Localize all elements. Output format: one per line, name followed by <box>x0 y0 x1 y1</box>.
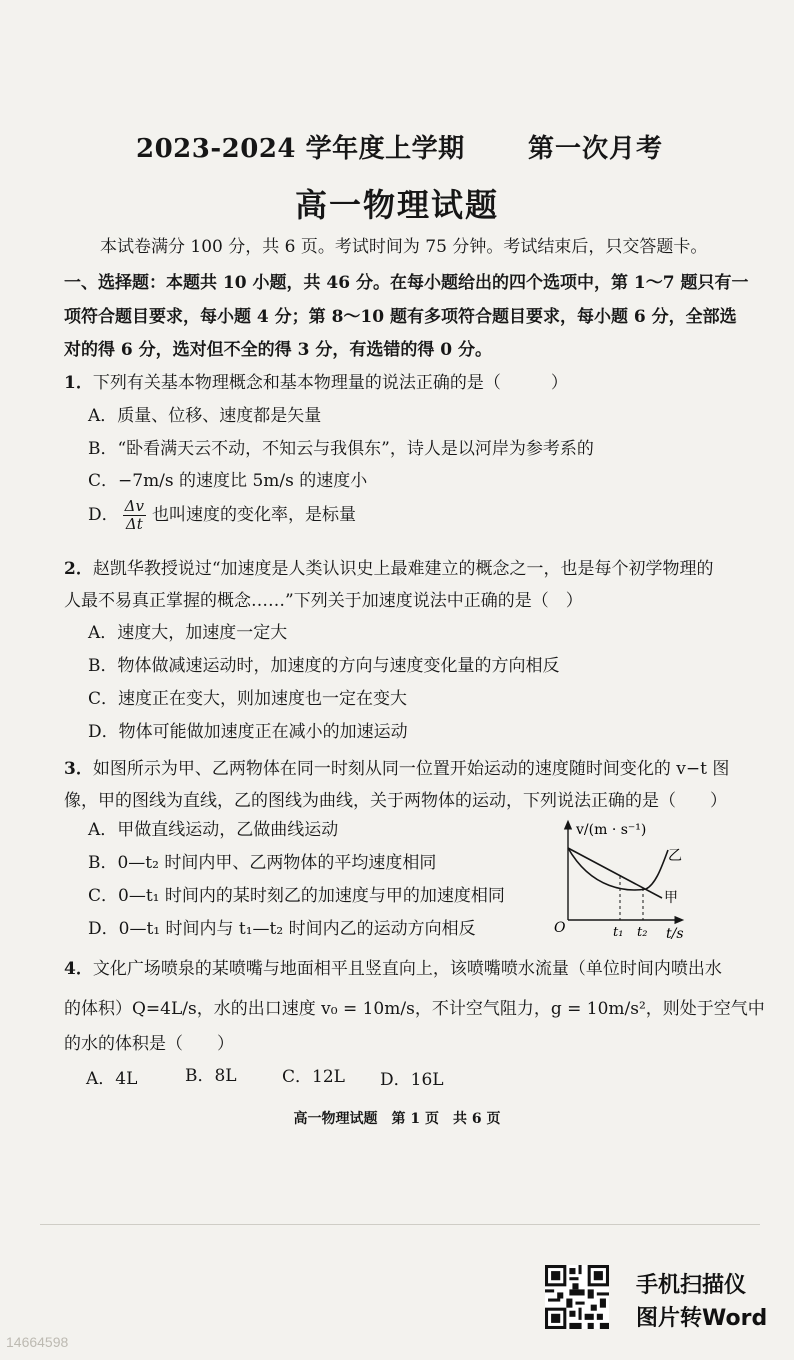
origin-label: O <box>554 920 566 936</box>
q3-number: 3． <box>64 759 93 779</box>
q3-option-b: B．0—t₂ 时间内甲、乙两物体的平均速度相同 <box>88 853 437 873</box>
frac-denominator: Δt <box>125 515 143 533</box>
q3-text-1: 如图所示为甲、乙两物体在同一时刻从同一位置开始运动的速度随时间变化的 v−t 图 <box>92 759 730 779</box>
q3-option-d: D．0—t₁ 时间内与 t₁—t₂ 时间内乙的运动方向相反 <box>88 919 476 939</box>
t1-label: t₁ <box>613 925 624 940</box>
q2-option-c: C．速度正在变大，则加速度也一定在变大 <box>88 689 408 709</box>
q1-d-label: D． <box>88 505 119 525</box>
q1-d-text: 也叫速度的变化率，是标量 <box>151 505 356 525</box>
section-desc-1: 本题共 10 小题，共 46 分。在每小题给出的四个选项中，第 1～7 题只有一 <box>166 273 749 293</box>
section-desc-2: 项符合题目要求，每小题 4 分；第 8～10 题有多项符合题目要求，每小题 6 分，全部选 <box>64 307 737 327</box>
q3-stem-1 <box>64 754 729 779</box>
q4-stem-1 <box>64 954 722 979</box>
scanner-watermark-line2: 图片转Word <box>636 1306 768 1331</box>
curve-yi-label: 乙 <box>668 848 682 864</box>
q3-option-a: A．甲做直线运动，乙做曲线运动 <box>88 820 339 840</box>
divider <box>40 1224 760 1225</box>
q2-option-b: B．物体做减速运动时，加速度的方向与速度变化量的方向相反 <box>88 656 560 676</box>
document-id: 14664598 <box>6 1334 69 1350</box>
section-label: 一、选择题： <box>64 273 166 293</box>
q1-number: 1． <box>64 373 93 393</box>
q1-option-b: B．“卧看满天云不动，不知云与我俱东”，诗人是以河岸为参考系的 <box>88 439 594 459</box>
q4-number: 4． <box>64 959 93 979</box>
line-jia <box>568 848 662 898</box>
q1-paren: ） <box>550 373 568 393</box>
page-title: 高一物理试题 <box>294 186 499 224</box>
q4-option-c: C．12L <box>282 1067 345 1087</box>
q2-stem-2: 人最不易真正掌握的概念……”下列关于加速度说法中正确的是（ ） <box>64 591 583 611</box>
q1-option-d <box>88 498 356 533</box>
q3-option-c: C．0—t₁ 时间内的某时刻乙的加速度与甲的加速度相同 <box>88 886 505 906</box>
q1-option-c: C．−7m/s 的速度比 5m/s 的速度小 <box>88 471 368 491</box>
q2-option-d: D．物体可能做加速度正在减小的加速运动 <box>88 722 408 742</box>
q1-option-a: A．质量、位移、速度都是矢量 <box>88 406 322 426</box>
section-desc-3: 对的得 6 分，选对但不全的得 3 分，有选错的得 0 分。 <box>64 340 492 360</box>
page-footer: 高一物理试题 第 1 页 共 6 页 <box>293 1111 501 1127</box>
q2-option-a: A．速度大，加速度一定大 <box>88 623 288 643</box>
q4-option-b: B．8L <box>185 1066 237 1086</box>
q1-text: 下列有关基本物理概念和基本物理量的说法正确的是（ <box>92 373 501 393</box>
exam-type: 第一次月考 <box>528 134 664 164</box>
q4-stem-3: 的水的体积是（ ） <box>64 1034 234 1054</box>
q4-stem-2: 的体积）Q=4L/s，水的出口速度 v₀ = 10m/s，不计空气阻力，g = 10m/s²，则处于空气中 <box>64 999 765 1019</box>
t-axis-label: t/s <box>666 926 684 942</box>
delta-v-over-delta-t <box>123 498 146 533</box>
exam-term: 2023-2024 学年度上学期 <box>136 134 465 164</box>
q4-text-1: 文化广场喷泉的某喷嘴与地面相平且竖直向上，该喷嘴喷水流量（单位时间内喷出水 <box>92 959 722 979</box>
q1-stem <box>64 368 568 393</box>
frac-numerator: Δv <box>124 497 144 515</box>
q2-stem-1 <box>64 554 714 579</box>
qr-code-icon[interactable] <box>545 1265 609 1329</box>
q2-number: 2． <box>64 559 93 579</box>
q4-option-d: D．16L <box>380 1070 444 1090</box>
q2-text-1: 赵凯华教授说过“加速度是人类认识史上最难建立的概念之一，也是每个初学物理的 <box>92 559 714 579</box>
q4-option-a: A．4L <box>86 1069 138 1089</box>
exam-instructions: 本试卷满分 100 分，共 6 页。考试时间为 75 分钟。考试结束后，只交答题卡。 <box>100 237 708 257</box>
vt-graph <box>550 818 700 948</box>
line-jia-label: 甲 <box>664 890 678 906</box>
q3-stem-2: 像，甲的图线为直线，乙的图线为曲线，关于两物体的运动，下列说法正确的是（ ） <box>64 791 727 811</box>
scanner-watermark-line1: 手机扫描仪 <box>636 1273 747 1298</box>
section-heading <box>64 268 748 293</box>
t2-label: t₂ <box>637 925 648 940</box>
v-axis-label: v/(m · s⁻¹) <box>576 822 647 838</box>
curve-yi <box>568 848 668 890</box>
